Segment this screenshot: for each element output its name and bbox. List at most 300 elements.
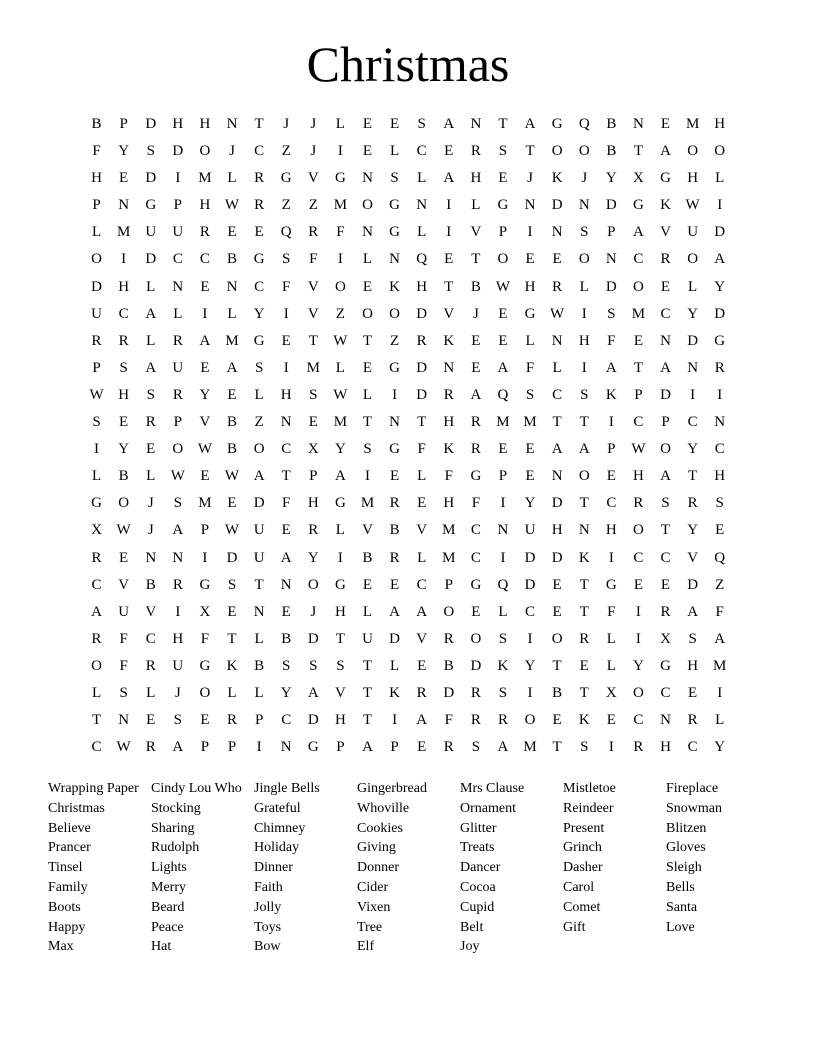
grid-letter: R xyxy=(633,495,644,512)
word-item: Vixen xyxy=(357,899,391,915)
grid-letter: O xyxy=(362,305,373,322)
word-item: Christmas xyxy=(48,800,105,816)
grid-letter: D xyxy=(687,332,699,349)
grid-letter: E xyxy=(660,278,671,295)
grid-letter: I xyxy=(581,359,587,376)
grid-letter: W xyxy=(116,739,131,756)
grid-letter: Y xyxy=(118,143,130,160)
grid-letter: E xyxy=(498,441,508,458)
grid-letter: R xyxy=(172,576,183,593)
grid-letter: G xyxy=(389,197,400,214)
word-item: Sharing xyxy=(151,820,195,836)
grid-letter: T xyxy=(308,332,318,349)
grid-letter: N xyxy=(633,116,644,132)
word-item: Dancer xyxy=(460,860,501,876)
grid-letter: L xyxy=(335,116,345,132)
grid-letter: Y xyxy=(199,386,211,403)
grid-letter: F xyxy=(200,630,210,647)
word-item: Wrapping Paper xyxy=(48,781,139,796)
grid-letter: W xyxy=(333,332,348,349)
word-item: Glitter xyxy=(460,820,497,836)
grid-letter: D xyxy=(443,684,455,701)
grid-letter: U xyxy=(524,522,536,539)
word-item: Boots xyxy=(48,899,81,915)
grid-letter: R xyxy=(308,224,319,241)
grid-letter: Y xyxy=(633,657,644,674)
grid-row xyxy=(83,219,734,246)
grid-letter: A xyxy=(199,332,211,349)
grid-letter: N xyxy=(660,332,671,349)
grid-letter: R xyxy=(497,712,508,729)
grid-letter: K xyxy=(226,657,238,674)
grid-letter: H xyxy=(633,468,644,485)
grid-letter: X xyxy=(633,170,644,187)
grid-letter: G xyxy=(253,251,265,268)
grid-letter: D xyxy=(470,657,482,674)
grid-letter: N xyxy=(578,522,590,539)
grid-letter: O xyxy=(660,441,671,458)
grid-row xyxy=(83,517,734,544)
grid-letter: E xyxy=(200,712,210,729)
grid-letter: N xyxy=(145,549,157,566)
grid-letter: R xyxy=(443,739,454,756)
grid-letter: I xyxy=(690,386,696,403)
grid-letter: P xyxy=(254,712,264,729)
grid-letter: R xyxy=(416,332,427,349)
grid-letter: E xyxy=(417,495,427,512)
word-item: Peace xyxy=(151,919,184,935)
grid-letter: M xyxy=(685,116,700,132)
grid-letter: A xyxy=(524,116,536,132)
grid-letter: L xyxy=(227,684,237,701)
grid-row xyxy=(83,274,734,301)
grid-letter: R xyxy=(118,332,129,349)
grid-letter: X xyxy=(605,684,617,701)
grid-letter: L xyxy=(498,603,508,620)
grid-letter: N xyxy=(524,197,536,214)
grid-letter: F xyxy=(119,657,128,674)
grid-letter: K xyxy=(389,684,400,701)
grid-letter: B xyxy=(470,278,481,295)
grid-letter: A xyxy=(497,739,509,756)
grid-letter: E xyxy=(362,278,373,295)
grid-letter: T xyxy=(335,630,345,647)
grid-letter: V xyxy=(307,278,319,295)
grid-letter: H xyxy=(714,116,726,132)
grid-letter: S xyxy=(715,495,724,512)
grid-letter: R xyxy=(172,332,183,349)
grid-letter: B xyxy=(443,657,454,674)
grid-letter: A xyxy=(416,603,428,620)
grid-letter: L xyxy=(362,603,373,620)
grid-letter: S xyxy=(390,170,399,187)
grid-letter: O xyxy=(497,251,509,268)
grid-row xyxy=(83,707,734,734)
word-item: Santa xyxy=(666,899,698,915)
grid-letter: U xyxy=(362,630,373,647)
grid-letter: R xyxy=(552,278,563,295)
grid-letter: R xyxy=(660,251,671,268)
grid-letter: H xyxy=(280,386,292,403)
grid-letter: C xyxy=(687,739,698,756)
grid-letter: H xyxy=(199,116,211,132)
grid-letter: E xyxy=(227,495,237,512)
grid-letter: T xyxy=(362,414,373,431)
grid-letter: F xyxy=(336,224,345,241)
grid-letter: C xyxy=(281,712,292,729)
grid-letter: E xyxy=(606,712,616,729)
grid-letter: J xyxy=(310,603,317,620)
word-column xyxy=(460,779,563,957)
grid-letter: E xyxy=(389,576,400,593)
grid-letter: M xyxy=(713,657,727,674)
grid-letter: G xyxy=(551,116,563,132)
word-item: Elf xyxy=(357,939,375,955)
grid-letter: S xyxy=(580,224,589,241)
grid-letter: I xyxy=(392,712,398,729)
grid-row xyxy=(83,734,734,761)
grid-letter: U xyxy=(172,657,184,674)
grid-letter: P xyxy=(336,739,345,756)
grid-letter: T xyxy=(254,576,264,593)
grid-row xyxy=(83,626,734,653)
grid-letter: I xyxy=(717,684,723,701)
grid-letter: N xyxy=(443,359,455,376)
grid-letter: C xyxy=(416,576,427,593)
grid-letter: S xyxy=(417,116,426,132)
grid-letter: R xyxy=(91,630,102,647)
grid-letter: G xyxy=(253,332,265,349)
grid-letter: H xyxy=(470,170,482,187)
grid-letter: K xyxy=(443,332,455,349)
grid-letter: A xyxy=(605,359,617,376)
grid-letter: E xyxy=(417,739,427,756)
grid-letter: D xyxy=(524,576,536,593)
word-item: Ornament xyxy=(460,800,516,816)
grid-letter: R xyxy=(254,197,265,214)
grid-letter: U xyxy=(145,224,157,241)
grid-letter: R xyxy=(172,386,183,403)
grid-letter: L xyxy=(417,224,427,241)
grid-letter: N xyxy=(280,414,292,431)
grid-letter: D xyxy=(172,143,184,160)
grid-letter: G xyxy=(334,495,346,512)
grid-letter: O xyxy=(551,630,563,647)
grid-letter: S xyxy=(661,495,670,512)
grid-letter: E xyxy=(362,359,373,376)
grid-letter: P xyxy=(200,739,210,756)
grid-letter: C xyxy=(633,251,644,268)
grid-letter: C xyxy=(199,251,210,268)
word-item: Tree xyxy=(357,919,383,935)
grid-letter: D xyxy=(714,305,726,322)
grid-letter: W xyxy=(197,441,212,458)
grid-letter: Z xyxy=(281,143,291,160)
grid-letter: E xyxy=(471,603,481,620)
grid-letter: F xyxy=(282,278,291,295)
grid-letter: X xyxy=(307,441,319,458)
grid-letter: F xyxy=(119,630,128,647)
grid-letter: Y xyxy=(687,305,699,322)
grid-letter: C xyxy=(660,305,671,322)
grid-letter: T xyxy=(498,116,508,132)
word-item: Beard xyxy=(151,899,185,915)
grid-letter: K xyxy=(605,386,617,403)
grid-letter: R xyxy=(687,495,698,512)
word-item: Joy xyxy=(460,939,480,955)
grid-letter: J xyxy=(527,170,533,187)
grid-letter: O xyxy=(524,712,536,729)
grid-letter: N xyxy=(660,712,671,729)
grid-letter: H xyxy=(172,630,184,647)
word-column xyxy=(151,779,254,957)
grid-letter: A xyxy=(714,630,726,647)
grid-letter: P xyxy=(661,414,670,431)
grid-letter: P xyxy=(309,468,318,485)
grid-letter: F xyxy=(444,468,453,485)
word-item: Max xyxy=(48,939,74,955)
grid-letter: T xyxy=(552,414,562,431)
grid-letter: L xyxy=(227,170,237,187)
grid-letter: L xyxy=(173,305,183,322)
grid-letter: T xyxy=(579,576,589,593)
grid-letter: N xyxy=(551,468,563,485)
grid-letter: M xyxy=(198,495,212,512)
grid-letter: P xyxy=(173,414,182,431)
grid-letter: E xyxy=(552,576,562,593)
grid-letter: I xyxy=(635,603,641,620)
grid-letter: F xyxy=(309,251,318,268)
grid-letter: U xyxy=(172,359,184,376)
grid-letter: C xyxy=(714,441,725,458)
word-item: Faith xyxy=(254,879,283,895)
word-item: Stocking xyxy=(151,800,201,816)
grid-letter: E xyxy=(444,143,454,160)
grid-row xyxy=(83,599,734,626)
grid-letter: O xyxy=(578,251,590,268)
grid-letter: D xyxy=(226,549,238,566)
grid-letter: U xyxy=(172,224,184,241)
grid-letter: E xyxy=(660,116,671,132)
grid-letter: K xyxy=(497,657,509,674)
grid-letter: V xyxy=(307,170,319,187)
grid-letter: R xyxy=(199,224,210,241)
grid-letter: C xyxy=(606,495,617,512)
grid-letter: S xyxy=(309,657,318,674)
grid-letter: X xyxy=(199,603,211,620)
grid-letter: E xyxy=(308,414,318,431)
grid-letter: E xyxy=(498,305,508,322)
grid-letter: R xyxy=(579,630,590,647)
grid-letter: H xyxy=(199,197,211,214)
grid-letter: C xyxy=(118,305,129,322)
word-item: Rudolph xyxy=(151,840,200,856)
grid-letter: E xyxy=(146,441,156,458)
grid-letter: N xyxy=(362,170,373,187)
grid-letter: G xyxy=(334,576,346,593)
grid-letter: Z xyxy=(254,414,264,431)
grid-letter: A xyxy=(660,468,671,485)
grid-letter: O xyxy=(714,143,726,160)
word-column xyxy=(48,779,151,957)
grid-letter: T xyxy=(91,712,102,729)
grid-letter: S xyxy=(336,657,345,674)
grid-letter: V xyxy=(362,522,373,539)
word-item: Cider xyxy=(357,879,389,895)
grid-row xyxy=(83,192,734,219)
grid-letter: D xyxy=(145,170,157,187)
grid-letter: L xyxy=(525,332,535,349)
grid-letter: O xyxy=(91,251,102,268)
grid-letter: D xyxy=(551,549,563,566)
grid-letter: I xyxy=(175,603,181,620)
grid-letter: H xyxy=(334,712,346,729)
grid-letter: I xyxy=(635,630,641,647)
grid-letter: P xyxy=(607,224,616,241)
grid-letter: N xyxy=(389,414,400,431)
grid-letter: I xyxy=(717,197,723,214)
grid-letter: B xyxy=(91,116,102,132)
grid-letter: N xyxy=(551,224,563,241)
letter-grid xyxy=(83,111,734,761)
grid-letter: H xyxy=(443,495,455,512)
grid-letter: R xyxy=(443,630,454,647)
grid-letter: I xyxy=(202,305,208,322)
grid-letter: A xyxy=(362,739,373,756)
grid-letter: F xyxy=(715,603,724,620)
grid-letter: E xyxy=(227,224,237,241)
grid-letter: R xyxy=(660,603,671,620)
grid-letter: A xyxy=(334,468,346,485)
grid-letter: Q xyxy=(578,116,590,132)
grid-letter: N xyxy=(605,251,617,268)
grid-letter: D xyxy=(551,197,563,214)
grid-letter: D xyxy=(91,278,102,295)
grid-letter: R xyxy=(91,549,102,566)
grid-letter: M xyxy=(116,224,131,241)
grid-letter: G xyxy=(145,197,157,214)
grid-letter: T xyxy=(227,630,237,647)
word-item: Bow xyxy=(254,939,281,955)
grid-letter: W xyxy=(89,386,104,403)
grid-letter: M xyxy=(333,197,348,214)
grid-letter: H xyxy=(91,170,102,187)
grid-letter: H xyxy=(307,495,319,512)
grid-letter: G xyxy=(714,332,726,349)
grid-letter: T xyxy=(417,414,427,431)
grid-letter: M xyxy=(225,332,239,349)
grid-letter: I xyxy=(527,630,533,647)
grid-letter: S xyxy=(580,386,589,403)
grid-letter: L xyxy=(254,630,264,647)
grid-letter: L xyxy=(146,332,156,349)
grid-letter: M xyxy=(631,305,646,322)
grid-row xyxy=(83,409,734,436)
grid-letter: J xyxy=(310,116,317,132)
grid-letter: B xyxy=(552,684,563,701)
grid-letter: S xyxy=(471,739,481,756)
word-item: Jolly xyxy=(254,899,282,915)
word-item: Comet xyxy=(563,899,601,915)
grid-letter: Y xyxy=(253,305,265,322)
grid-letter: I xyxy=(364,468,370,485)
grid-letter: S xyxy=(498,143,508,160)
word-item: Merry xyxy=(151,879,186,895)
grid-letter: E xyxy=(281,332,291,349)
grid-letter: E xyxy=(119,414,129,431)
word-item: Gloves xyxy=(666,840,706,856)
grid-letter: I xyxy=(717,386,723,403)
word-item: Mistletoe xyxy=(563,781,616,796)
grid-letter: E xyxy=(227,603,237,620)
grid-letter: D xyxy=(416,305,428,322)
grid-letter: C xyxy=(91,739,102,756)
grid-letter: L xyxy=(417,549,427,566)
grid-letter: L xyxy=(254,386,264,403)
puzzle-title: Christmas xyxy=(306,36,510,92)
grid-letter: Y xyxy=(307,549,319,566)
grid-letter: H xyxy=(551,522,563,539)
grid-letter: S xyxy=(498,630,508,647)
grid-letter: E xyxy=(281,522,291,539)
grid-letter: A xyxy=(578,441,590,458)
grid-letter: J xyxy=(174,684,181,701)
grid-letter: L xyxy=(715,712,725,729)
grid-letter: B xyxy=(362,549,373,566)
grid-letter: N xyxy=(172,549,184,566)
grid-letter: G xyxy=(334,170,346,187)
grid-letter: R xyxy=(308,522,319,539)
grid-letter: T xyxy=(362,657,373,674)
grid-letter: N xyxy=(362,224,373,241)
grid-letter: C xyxy=(633,414,644,431)
word-column xyxy=(357,779,460,957)
grid-letter: V xyxy=(334,684,346,701)
grid-letter: I xyxy=(608,414,614,431)
grid-letter: E xyxy=(633,576,643,593)
grid-letter: L xyxy=(254,684,264,701)
grid-letter: I xyxy=(256,739,262,756)
grid-letter: S xyxy=(363,441,372,458)
grid-letter: S xyxy=(607,305,616,322)
grid-letter: O xyxy=(199,684,211,701)
grid-letter: N xyxy=(226,278,238,295)
grid-letter: V xyxy=(470,224,482,241)
grid-letter: V xyxy=(443,305,455,322)
grid-row xyxy=(83,490,734,517)
grid-letter: T xyxy=(362,332,373,349)
grid-letter: Y xyxy=(524,657,536,674)
grid-letter: G xyxy=(389,441,400,458)
grid-letter: L xyxy=(606,630,616,647)
word-item: Dasher xyxy=(563,860,603,876)
grid-letter: C xyxy=(145,630,156,647)
grid-letter: N xyxy=(280,576,292,593)
grid-letter: I xyxy=(283,359,289,376)
grid-letter: N xyxy=(280,739,292,756)
grid-letter: F xyxy=(471,495,481,512)
grid-letter: W xyxy=(224,522,240,539)
grid-letter: C xyxy=(254,143,265,160)
grid-letter: N xyxy=(253,603,265,620)
grid-letter: E xyxy=(227,386,237,403)
grid-letter: E xyxy=(281,603,291,620)
grid-letter: F xyxy=(607,332,616,349)
grid-letter: P xyxy=(444,576,453,593)
grid-letter: Y xyxy=(687,441,699,458)
grid-letter: L xyxy=(471,197,481,214)
grid-letter: D xyxy=(307,712,319,729)
